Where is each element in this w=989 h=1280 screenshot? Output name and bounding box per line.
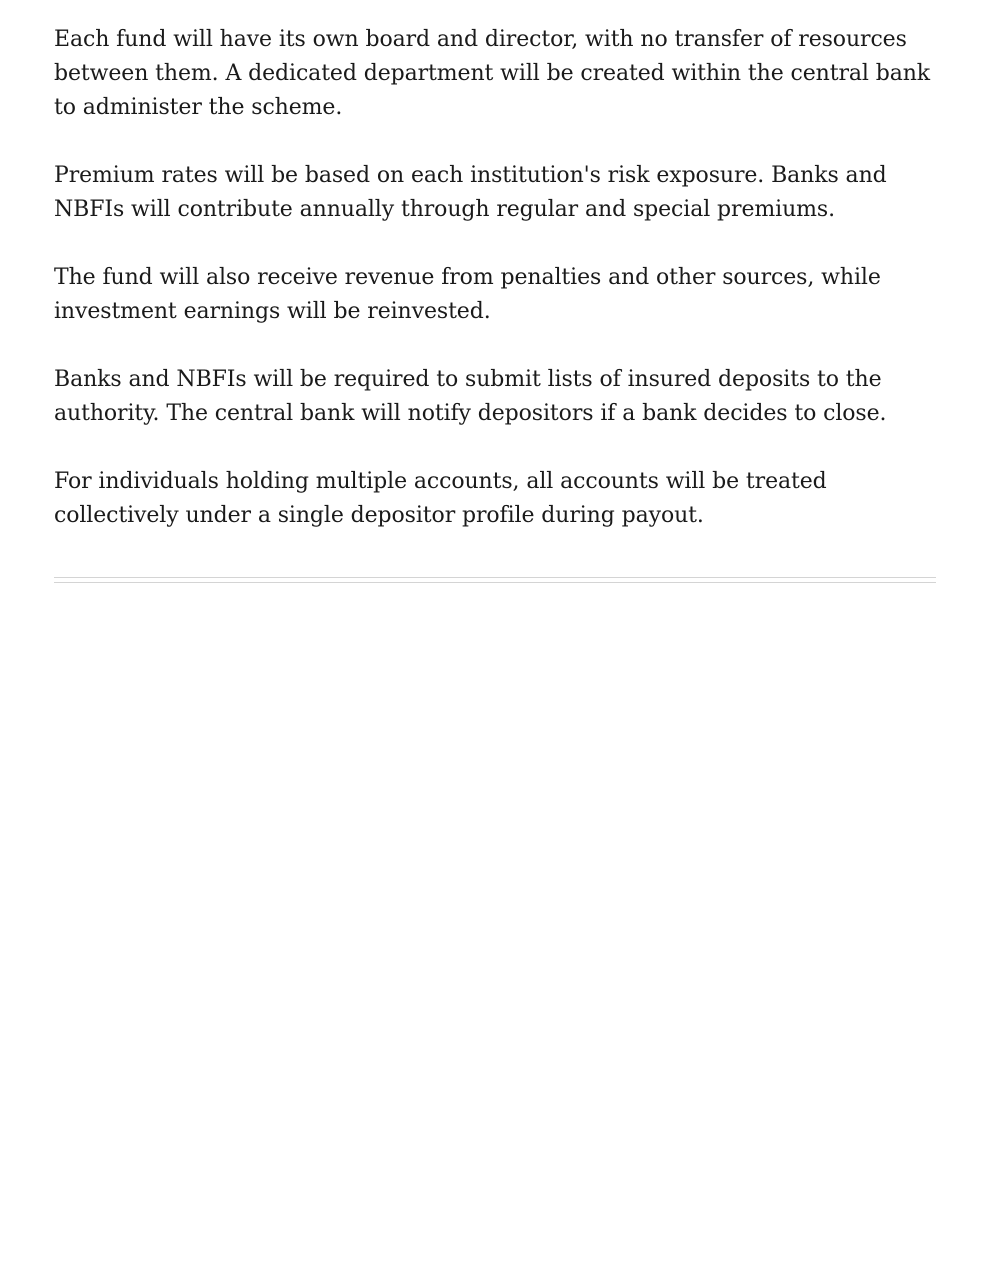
- article-paragraph: Each fund will have its own board and director, with no transfer of resources between them. A dedicated department will be created within the central bank to administer the scheme.: [54, 27, 931, 120]
- article-body: [54, 23, 936, 567]
- article-end-divider: [54, 577, 936, 583]
- article-paragraph: For individuals holding multiple accounts, all accounts will be treated collectively under a single depositor profile during payout.: [54, 469, 827, 528]
- article-paragraph: Premium rates will be based on each institution's risk exposure. Banks and NBFIs will contribute annually through regular and special premiums.: [54, 163, 887, 222]
- article-paragraph: Banks and NBFIs will be required to submit lists of insured deposits to the authority. The central bank will notify depositors if a bank decides to close.: [54, 367, 887, 426]
- article-paragraph: The fund will also receive revenue from penalties and other sources, while investment earnings will be reinvested.: [54, 265, 881, 324]
